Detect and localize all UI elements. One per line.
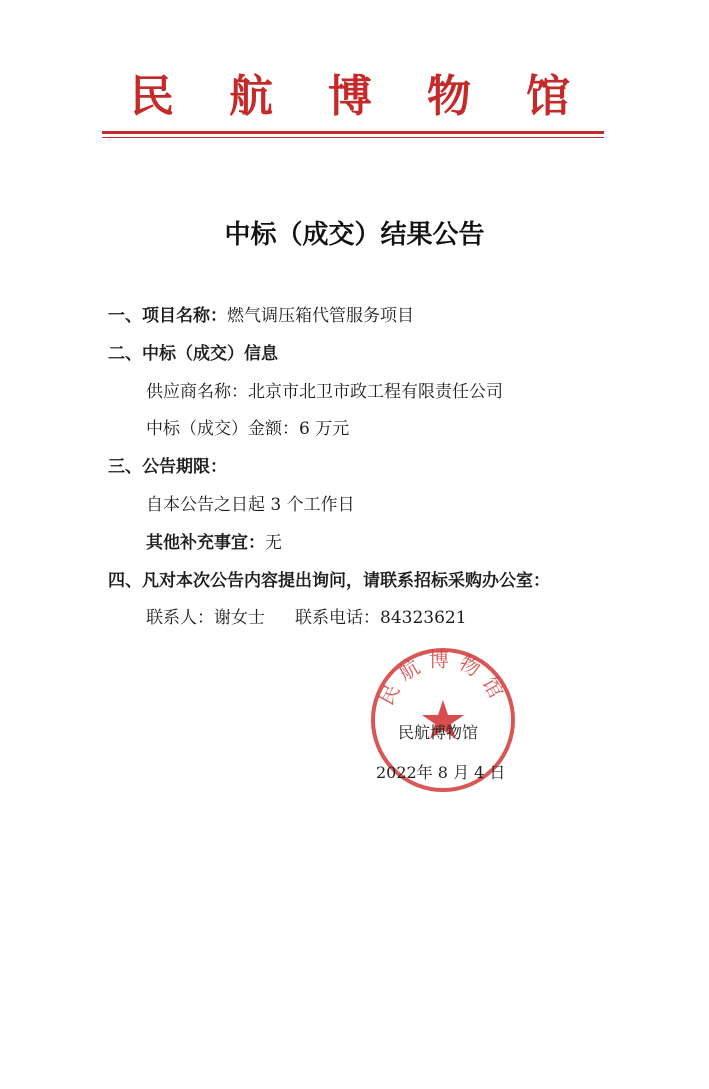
section-project-name xyxy=(108,305,414,327)
contact-label: 联系人： xyxy=(146,608,214,628)
contact-value: 谢女士 xyxy=(214,608,265,628)
section-award-info-heading: 二、中标（成交）信息 xyxy=(108,344,278,364)
section-inquiry-heading: 四、凡对本次公告内容提出询问，请联系招标采购办公室： xyxy=(108,571,550,591)
document-title: 中标（成交）结果公告 xyxy=(224,220,485,250)
amount-value: 6 万元 xyxy=(299,419,350,439)
masthead-rule-thin xyxy=(102,137,604,138)
seal-arc-text xyxy=(374,648,512,709)
other-value: 无 xyxy=(265,533,282,553)
period-text: 自本公告之日起 3 个工作日 xyxy=(146,495,355,515)
section-period-heading: 三、公告期限： xyxy=(108,457,227,477)
amount-label: 中标（成交）金额： xyxy=(146,419,299,439)
seal-arc-path: 民航博物馆 xyxy=(373,647,513,709)
masthead-char: 博 xyxy=(328,71,372,122)
section-label: 一、项目名称： xyxy=(108,306,227,326)
masthead xyxy=(130,72,570,122)
other-label: 其他补充事宜： xyxy=(146,533,265,553)
contact-line xyxy=(146,607,467,629)
masthead-char: 民 xyxy=(130,71,174,122)
other-matters-line xyxy=(146,532,282,554)
phone-value: 84323621 xyxy=(380,608,467,628)
masthead-char: 馆 xyxy=(526,71,570,122)
signature-date: 2022年 8 月 4 日 xyxy=(376,763,506,782)
supplier-value: 北京市北卫市政工程有限责任公司 xyxy=(248,382,503,402)
masthead-char: 航 xyxy=(229,71,273,122)
project-name-value: 燃气调压箱代管服务项目 xyxy=(227,306,414,326)
amount-line xyxy=(146,418,349,440)
supplier-label: 供应商名称： xyxy=(146,382,248,402)
masthead-rule-thick xyxy=(102,131,604,134)
supplier-line xyxy=(146,381,503,403)
phone-label: 联系电话： xyxy=(295,608,380,628)
signature-org: 民航博物馆 xyxy=(398,723,479,742)
masthead-char: 物 xyxy=(427,71,471,122)
